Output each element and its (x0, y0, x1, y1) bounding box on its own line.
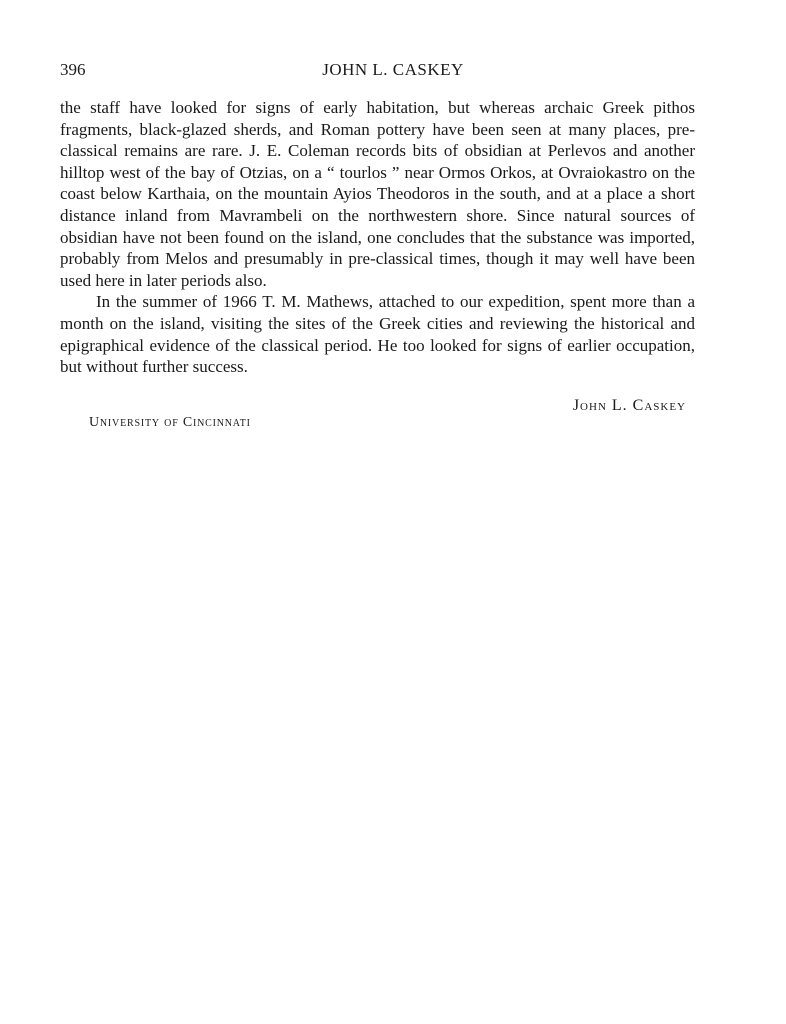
page-number: 396 (60, 60, 86, 79)
author-affiliation: University of Cincinnati (89, 415, 251, 430)
body-text (60, 97, 695, 378)
author-signature: John L. Caskey (572, 397, 686, 414)
running-head: JOHN L. CASKEY (322, 60, 464, 79)
paragraph-1: the staff have looked for signs of early habitation, but whereas archaic Greek pithos fragments, black-glazed sherds, and Roman pottery have been seen at many places, pre-classical remains are rare. J. E. Coleman records bits of obsidian at Perlevos and another hilltop west of the bay of Otzias, on a “ tourlos ” near Ormos Orkos, at Ovraiokastro on the coast below Karthaia, on the mountain Ayios Theodoros in the south, and at a place a short distance inland from Mavrambeli on the northwestern shore. Since natural sources of obsidian have not been found on the island, one concludes that the substance was imported, probably from Melos and presumably in pre-classical times, though it may well have been used here in later periods also. (60, 98, 695, 290)
paragraph-2: In the summer of 1966 T. M. Mathews, attached to our expedition, spent more than a month on the island, visiting the sites of the Greek cities and reviewing the historical and epigraphical evidence of the classical period. He too looked for signs of earlier occupation, but without further success. (60, 292, 695, 377)
